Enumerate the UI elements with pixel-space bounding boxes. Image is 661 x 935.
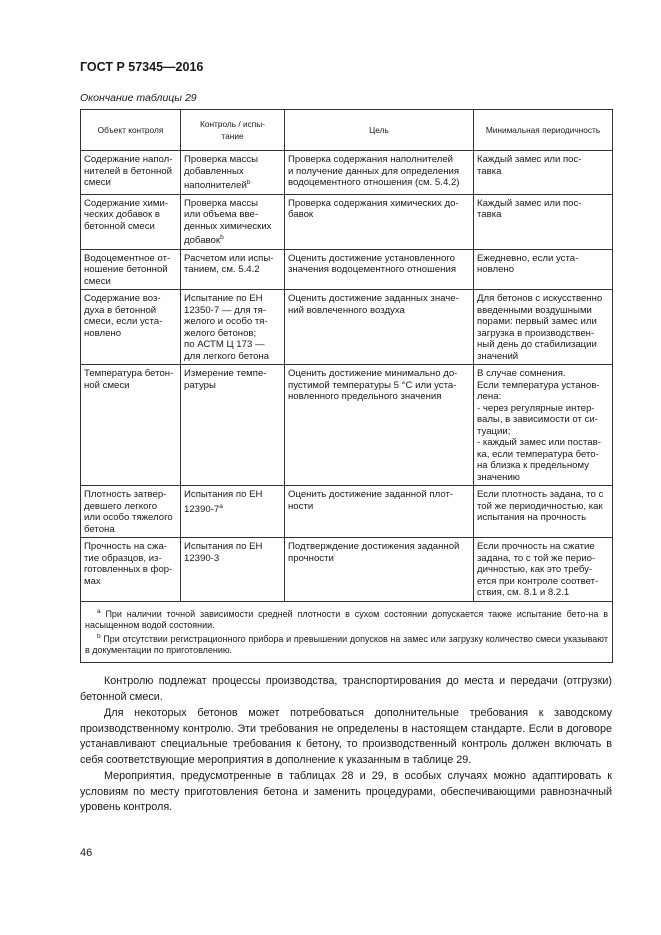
col-header-purpose: Цель (285, 110, 474, 151)
cell-purpose: Оценить достижение установленного значения водоцементного отношения (285, 249, 474, 290)
cell-purpose: Подтверждение достижения заданной прочности (285, 538, 474, 602)
cell-control-text: Проверка массы или объема вве- денных химических добавок (184, 197, 272, 247)
cell-object: Содержание напол- нителей в бетонной смеси (81, 151, 181, 195)
standard-code: ГОСТ Р 57345—2016 (80, 60, 204, 74)
table-row (81, 290, 613, 365)
col-header-control: Контроль / испы- тание (181, 110, 285, 151)
table-notes (81, 601, 613, 662)
footnote-ref: b (220, 234, 224, 242)
cell-object: Содержание хими- ческих добавок в бетонной смеси (81, 194, 181, 249)
table-row (81, 365, 613, 486)
cell-frequency: Для бетонов с искусственно введенными воздушными порами: первый замес или загрузка в производствен- ный день до стабилизации значений (474, 290, 613, 365)
footnote-a (85, 606, 608, 631)
cell-control: Испытания по ЕН 12390-3 (181, 538, 285, 602)
paragraph: Контролю подлежат процессы производства, транспортирования до места и передачи (отгрузки) бетонной смеси. (80, 675, 612, 703)
cell-control: Испытание по ЕН 12350-7 — для тя- желого и особо тя- желого бетонов; по АСТМ Ц 173 — для легкого бетона (181, 290, 285, 365)
cell-frequency: Ежедневно, если уста- новлено (474, 249, 613, 290)
cell-frequency: Каждый замес или пос- тавка (474, 151, 613, 195)
cell-frequency: Каждый замес или пос- тавка (474, 194, 613, 249)
cell-object: Прочность на сжа- тие образцов, из- готовленных в фор- мах (81, 538, 181, 602)
cell-object: Температура бетон- ной смеси (81, 365, 181, 486)
paragraph: Для некоторых бетонов может потребоваться дополнительные требования к заводскому производственному контролю. Эти требования не определены в настоящем стандарте. Если в договоре устанавливают специальные требования к бетону, то производственный контроль должен включать в себя соответствующие мероприятия в дополнение к указанным в таблице 29. (80, 707, 612, 766)
table-row (81, 151, 613, 195)
cell-purpose: Оценить достижение заданной плот- ности (285, 486, 474, 538)
cell-control: Расчетом или испы- танием, см. 5.4.2 (181, 249, 285, 290)
cell-object: Водоцементное от- ношение бетонной смеси (81, 249, 181, 290)
table-header-row (81, 110, 613, 151)
table-row (81, 538, 613, 602)
paragraph: Мероприятия, предусмотренные в таблицах 28 и 29, в особых случаях можно адаптировать к условиям по месту приготовления бетона и заменить процедурами, обеспечивающими равнозначный уровень контроля. (80, 770, 612, 813)
cell-purpose: Проверка содержания химических до- бавок (285, 194, 474, 249)
cell-frequency: Если плотность задана, то с той же периодичностью, как испытания на прочность (474, 486, 613, 538)
cell-object: Содержание воз- духа в бетонной смеси, если уста- новлено (81, 290, 181, 365)
table-notes-row (81, 601, 613, 662)
cell-control (181, 486, 285, 538)
footnote-mark: a (97, 607, 101, 615)
col-header-frequency: Минимальная периодичность (474, 110, 613, 151)
cell-purpose: Оценить достижение минимально до- пустимой температуры 5 °С или уста- новленного предельного значения (285, 365, 474, 486)
cell-control: Измерение темпе- ратуры (181, 365, 285, 486)
cell-control-text: Испытания по ЕН 12390-7 (184, 489, 263, 516)
page-number: 46 (80, 847, 93, 859)
footnote-text: При наличии точной зависимости средней плотности в сухом состоянии допускается также испытание бето-на в насыщенном водой состоянии. (85, 608, 608, 631)
col-header-object: Объект контроля (81, 110, 181, 151)
cell-purpose: Оценить достижение заданных значе- ний вовлеченного воздуха (285, 290, 474, 365)
cell-frequency: Если прочность на сжатие задана, то с той же перио- дичностью, как это требу- ется при контроле соответ- ствия, см. 8.1 и 8.2.1 (474, 538, 613, 602)
footnote-b (85, 631, 608, 656)
footnote-mark: b (97, 633, 101, 641)
cell-frequency: В случае сомнения. Если температура установ- лена: - через регулярные интер- валы, в зависимости от си- туации; - каждый замес или постав- ка, если температура бето- на близка к предельному значению (474, 365, 613, 486)
footnote-text: При отсутствии регистрационного прибора и превышении допусков на замес или загрузку количество смеси указывают в документации по приготовлению. (85, 634, 608, 656)
table-row (81, 486, 613, 538)
cell-control-text: Проверка массы добавленных наполнителей (184, 154, 259, 192)
table-row (81, 249, 613, 290)
cell-object: Плотность затвер- девшего легкого или особо тяжелого бетона (81, 486, 181, 538)
body-text (80, 674, 612, 817)
cell-purpose: Проверка содержания наполнителей и получение данных для определения водоцементного отношения (см. 5.4.2) (285, 151, 474, 195)
table-caption: Окончание таблицы 29 (80, 92, 197, 104)
control-table (80, 109, 613, 663)
cell-control (181, 194, 285, 249)
footnote-ref: a (219, 502, 223, 510)
table-row (81, 194, 613, 249)
cell-control (181, 151, 285, 195)
footnote-ref: b (246, 179, 251, 186)
